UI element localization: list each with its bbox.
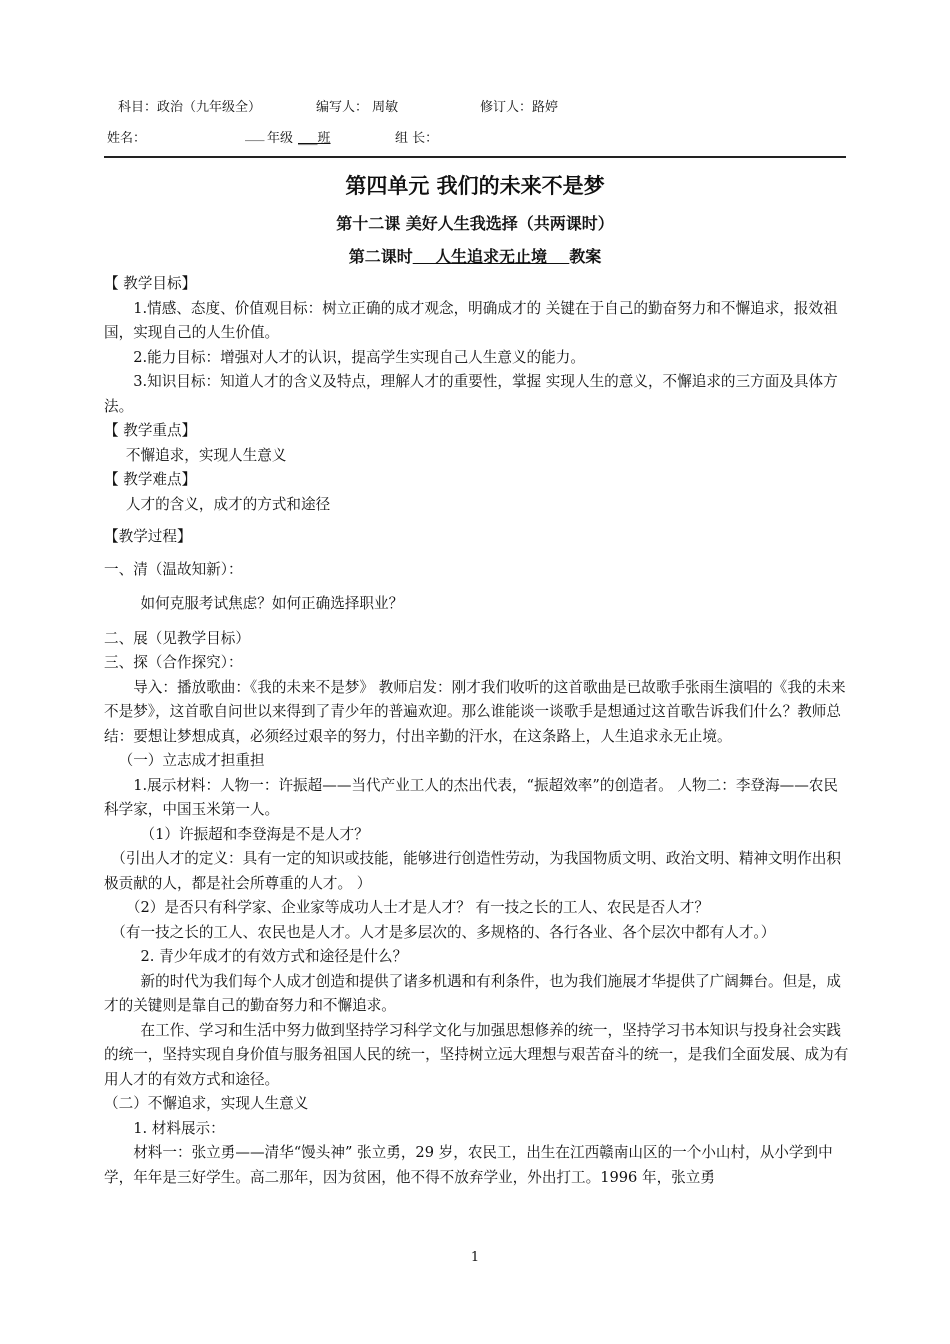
paragraph: 在工作、学习和生活中努力做到坚持学习科学文化与加强思想修养的统一，坚持学习书本知识与投身社会实践的统一，坚持实现自身价值与服务祖国人民的统一，坚持树立远大理想与艰苦奋斗的统一，是我们全面发展、成为有用人才的有效方式和途径。 <box>104 1021 849 1088</box>
group-leader-label: 组 长： <box>395 131 439 146</box>
reviser-label: 修订人：路婷 <box>480 100 559 115</box>
header-divider <box>104 156 846 158</box>
paragraph: 3.知识目标：知道人才的含义及特点，理解人才的重要性，掌握 实现人生的意义，不懈追求的三方面及具体方法。 <box>104 373 838 415</box>
paragraph: 如何克服考试焦虑？如何正确选择职业？ <box>140 595 404 612</box>
author-label: 编写人： 周敏 <box>316 100 399 115</box>
name-label: 姓名： <box>107 131 147 146</box>
paragraph: 不懈追求，实现人生意义 <box>125 446 287 464</box>
student-info-row <box>0 127 950 147</box>
page-number: 1 <box>470 1250 480 1265</box>
paragraph: 人才的含义，成才的方式和途径 <box>125 495 331 513</box>
period-suffix: 教案 <box>569 247 602 266</box>
section-heading-process: 【教学过程】 <box>104 528 192 545</box>
subsection-heading: （二）不懈追求，实现人生意义 <box>104 1095 309 1112</box>
period-prefix: 第二课时 <box>348 247 413 266</box>
document-body <box>104 272 852 1190</box>
paragraph: 2. 青少年成才的有效方式和途径是什么？ <box>140 948 408 965</box>
subsection-heading: （一）立志成才担重担 <box>118 752 265 769</box>
paragraph: 新的时代为我们每个人成才创造和提供了诸多机遇和有利条件，也为我们施展才华提供了广阔舞台。但是，成才的关键则是靠自己的勤奋努力和不懈追求。 <box>104 972 842 1014</box>
paragraph: （引出人才的定义：具有一定的知识或技能，能够进行创造性劳动，为我国物质文明、政治文明、精神文明作出积极贡献的人，都是社会所尊重的人才。 ） <box>104 850 841 892</box>
unit-title: 第四单元 我们的未来不是梦 <box>345 174 605 198</box>
grade-label: 年级 <box>267 131 294 146</box>
step-heading: 三、探（合作探究）： <box>104 654 243 671</box>
section-heading-focus: 【 教学重点】 <box>104 422 197 439</box>
paragraph: （2）是否只有科学家、企业家等成功人士才是人才？ 有一技之长的工人、农民是否人才？ <box>125 899 709 916</box>
class-blank: ___ <box>245 127 265 142</box>
paragraph: （有一技之长的工人、农民也是人才。人才是多层次的、多规格的、各行各业、各个层次中都有人才。） <box>111 923 776 941</box>
lesson-title: 第十二课 美好人生我选择（共两课时） <box>336 214 614 233</box>
paragraph: 1.展示材料：人物一：许振超——当代产业工人的杰出代表，“振超效率”的创造者。 人物二：李登海——农民科学家，中国玉米第一人。 <box>104 776 838 818</box>
subject-label: 科目：政治（九年级全） <box>118 100 262 115</box>
period-topic: 人生追求无止境 <box>412 247 570 266</box>
class-label: ___班 <box>298 131 331 146</box>
paragraph: 导入：播放歌曲：《我的未来不是梦》 教师启发：刚才我们收听的这首歌曲是已故歌手张雨生演唱的《我的未来不是梦》，这首歌自问世以来得到了青少年的普遍欢迎。那么谁能谈一谈歌手是想通过这首歌告诉我们什么？教师总结：要想让梦想成真，必须经过艰辛的努力，付出辛勤的汗水，在这条路上，人生追求永无止境。 <box>104 678 846 745</box>
paragraph: 材料一：张立勇——清华“馒头神” 张立勇，29 岁，农民工，出生在江西赣南山区的一个小山村，从小学到中学，年年是三好学生。高二那年，因为贫困，他不得不放弃学业，外出打工。1996 年，张立勇 <box>104 1144 833 1186</box>
document-header <box>0 96 950 116</box>
period-title <box>104 244 846 267</box>
paragraph: 1.情感、态度、价值观目标：树立正确的成才观念，明确成才的 关键在于自己的勤奋努力和不懈追求，报效祖国，实现自己的人生价值。 <box>104 299 838 341</box>
paragraph: 2.能力目标：增强对人才的认识，提高学生实现自己人生意义的能力。 <box>133 348 585 366</box>
step-heading: 一、清（温故知新）： <box>104 560 243 578</box>
paragraph: 1. 材料展示： <box>133 1119 225 1137</box>
paragraph: （1）许振超和李登海是不是人才？ <box>140 825 369 843</box>
step-heading: 二、展（见教学目标） <box>104 629 250 647</box>
section-heading-difficulty: 【 教学难点】 <box>104 471 197 488</box>
section-heading-goals: 【 教学目标】 <box>104 275 197 292</box>
